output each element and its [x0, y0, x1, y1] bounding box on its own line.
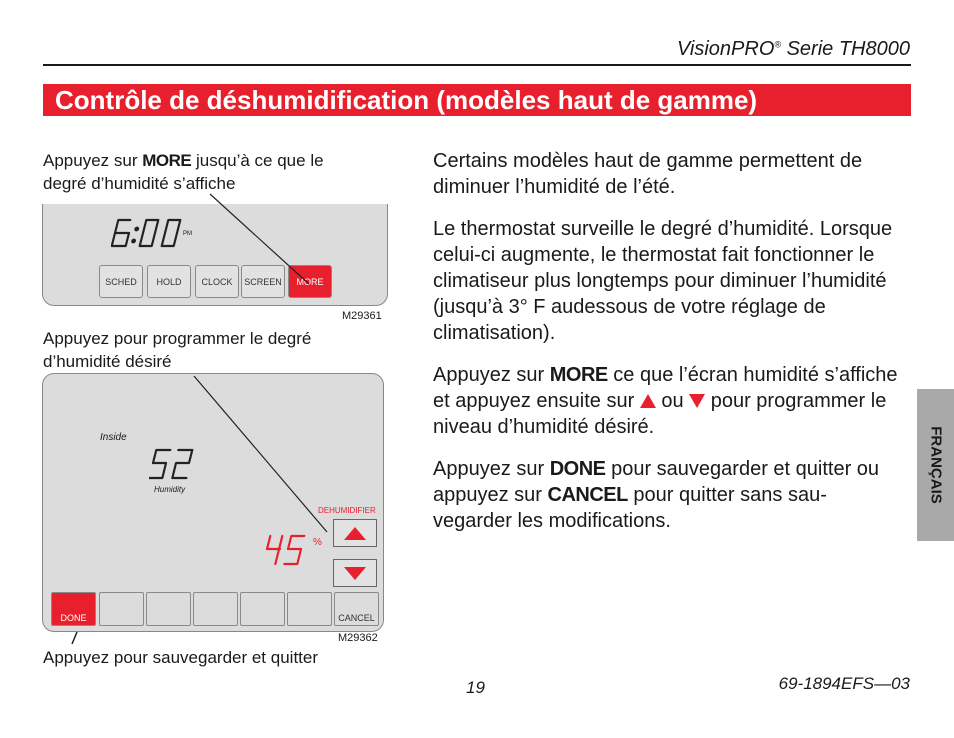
- ampm-indicator: PM: [183, 231, 192, 237]
- figure2-id: M29362: [338, 632, 378, 644]
- text: ce que l’écran humidité s’affiche et appuyez ensuite sur: [433, 364, 898, 412]
- humidity-label: Humidity: [154, 485, 186, 494]
- text: ou: [655, 390, 690, 412]
- body-text: [433, 148, 903, 550]
- registered-mark: ®: [774, 39, 782, 50]
- more-button[interactable]: MORE: [288, 265, 332, 298]
- caption-text: Appuyez sur: [43, 151, 143, 170]
- doc-code: 69-1894EFS—03: [778, 674, 910, 693]
- language-tab: [917, 389, 954, 541]
- text: Appuyez sur: [433, 364, 550, 386]
- setpoint-unit: %: [313, 537, 322, 548]
- figure1-id: M29361: [342, 310, 382, 322]
- series-name: Serie TH8000: [781, 38, 910, 60]
- paragraph-set: [433, 362, 903, 440]
- sched-button[interactable]: SCHED: [99, 265, 143, 298]
- text: pour quitter sans sau-vegarder les modifications.: [433, 484, 827, 532]
- hold-button[interactable]: HOLD: [147, 265, 191, 298]
- callout-line-done: [72, 632, 77, 644]
- up-arrow-icon: [640, 394, 656, 408]
- keyword-done: DONE: [549, 458, 606, 480]
- language-tab-label: FRANÇAIS: [927, 426, 944, 504]
- text: pour programmer le niveau d’humidité désiré.: [433, 390, 887, 438]
- callout-line-arrows: [194, 376, 327, 532]
- caption-text: degré d’humidité s’affiche: [43, 174, 236, 193]
- down-arrow-icon: [689, 394, 705, 408]
- paragraph-save: [433, 456, 903, 534]
- screen-button[interactable]: SCREEN: [241, 265, 285, 298]
- paragraph-intro: Certains modèles haut de gamme permettent de diminuer l’humidité de l’été.: [433, 150, 863, 198]
- paragraph-monitor: Le thermostat surveille le degré d’humidité. Lorsque celui-ci augmente, le thermostat fait fonctionner le climatiseur plus longtemps pour diminuer l’humidité (jusqu’à 3° F audessous de votre réglage de climatisation).: [433, 218, 893, 344]
- done-button[interactable]: DONE: [51, 592, 96, 626]
- inside-label: Inside: [100, 432, 127, 443]
- figure2-bottom-caption: Appuyez pour sauvegarder et quitter: [43, 648, 319, 667]
- text: pour sauvegarder et quitter ou appuyez sur: [433, 458, 880, 506]
- dehumidifier-label: DEHUMIDIFIER: [318, 506, 376, 515]
- caption-text: Appuyez pour programmer le degré: [43, 329, 312, 348]
- keyword-cancel: CANCEL: [547, 484, 628, 506]
- callout-line-more: [210, 194, 309, 284]
- cancel-button[interactable]: CANCEL: [334, 592, 379, 626]
- keyword-more: MORE: [549, 364, 608, 386]
- caption-keyword: MORE: [142, 151, 192, 170]
- product-name: VisionPRO: [676, 38, 775, 60]
- page-number: 19: [466, 678, 485, 697]
- caption-text: jusqu’à ce que le: [191, 151, 324, 170]
- text: Appuyez sur: [433, 458, 550, 480]
- section-title: Contrôle de déshumidification (modèles haut de gamme): [55, 85, 758, 115]
- clock-button[interactable]: CLOCK: [195, 265, 239, 298]
- caption-text: d’humidité désiré: [43, 352, 172, 371]
